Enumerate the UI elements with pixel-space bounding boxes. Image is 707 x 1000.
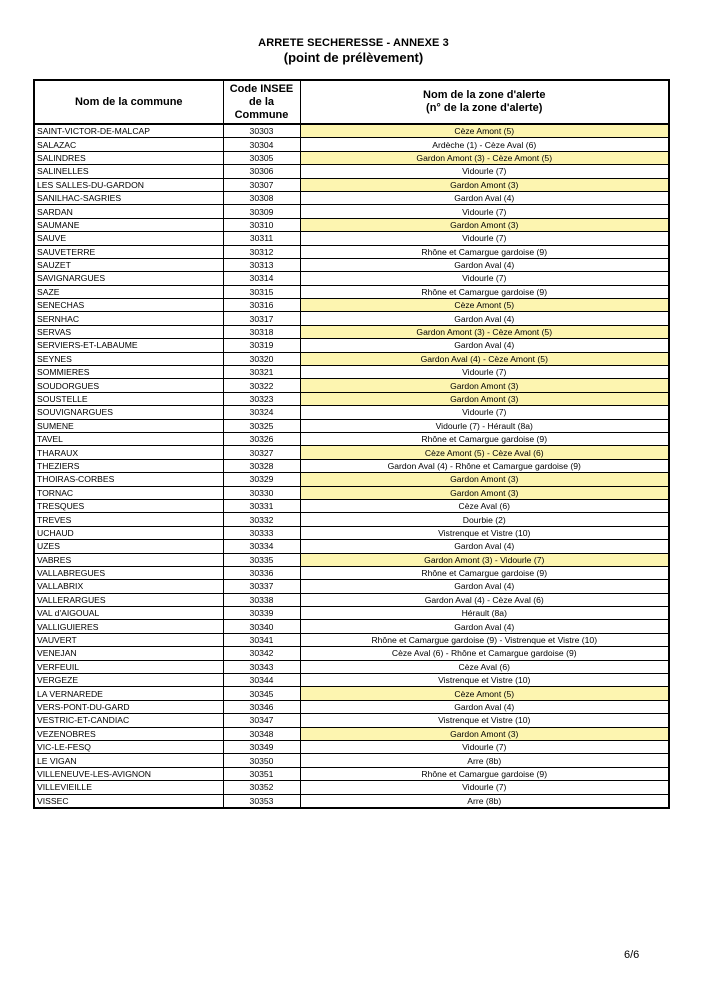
insee-code-cell: 30347 [223,714,300,727]
commune-name-cell: SAZE [34,285,223,298]
insee-code-cell: 30345 [223,687,300,700]
insee-code-cell: 30308 [223,191,300,204]
table-row [34,272,669,285]
commune-name-cell: VERFEUIL [34,660,223,673]
alert-zone-cell: Gardon Amont (3) [300,178,669,191]
insee-code-cell: 30305 [223,151,300,164]
insee-code-cell: 30333 [223,526,300,539]
insee-code-cell: 30327 [223,446,300,459]
table-body [34,124,669,808]
alert-zone-cell: Ardèche (1) - Cèze Aval (6) [300,138,669,151]
alert-zone-cell: Gardon Aval (4) - Rhône et Camargue gardoise (9) [300,459,669,472]
alert-zone-cell: Arre (8b) [300,794,669,808]
commune-name-cell: SOMMIERES [34,366,223,379]
alert-zone-cell: Vistrenque et Vistre (10) [300,714,669,727]
commune-name-cell: THARAUX [34,446,223,459]
insee-code-cell: 30342 [223,647,300,660]
insee-code-cell: 30303 [223,124,300,138]
commune-name-cell: SENECHAS [34,299,223,312]
insee-code-cell: 30351 [223,767,300,780]
alert-zone-cell: Cèze Aval (6) - Rhône et Camargue gardoise (9) [300,647,669,660]
insee-code-cell: 30343 [223,660,300,673]
insee-code-cell: 30349 [223,740,300,753]
commune-name-cell: SOUDORGUES [34,379,223,392]
alert-zone-cell: Gardon Aval (4) - Cèze Aval (6) [300,593,669,606]
commune-name-cell: VALLIGUIERES [34,620,223,633]
commune-name-cell: SAINT-VICTOR-DE-MALCAP [34,124,223,138]
table-row [34,700,669,713]
insee-code-cell: 30307 [223,178,300,191]
table-row [34,138,669,151]
alert-zone-cell: Gardon Aval (4) [300,191,669,204]
insee-code-cell: 30344 [223,674,300,687]
table-row [34,178,669,191]
alert-zone-cell: Vidourle (7) [300,740,669,753]
insee-code-cell: 30330 [223,486,300,499]
table-row [34,513,669,526]
table-row [34,459,669,472]
table-row [34,794,669,808]
alert-zone-cell: Gardon Amont (3) - Vidourle (7) [300,553,669,566]
insee-code-cell: 30338 [223,593,300,606]
alert-zone-cell: Cèze Amont (5) - Cèze Aval (6) [300,446,669,459]
insee-code-cell: 30332 [223,513,300,526]
alert-zone-cell: Gardon Aval (4) [300,540,669,553]
table-row [34,647,669,660]
commune-name-cell: SAVIGNARGUES [34,272,223,285]
insee-code-cell: 30337 [223,580,300,593]
alert-zone-cell: Cèze Aval (6) [300,660,669,673]
table-row [34,607,669,620]
table-row [34,687,669,700]
table-row [34,379,669,392]
table-row [34,218,669,231]
commune-name-cell: VAUVERT [34,633,223,646]
commune-name-cell: VEZENOBRES [34,727,223,740]
insee-code-cell: 30339 [223,607,300,620]
table-row [34,633,669,646]
table-row [34,151,669,164]
table-row [34,740,669,753]
commune-name-cell: UZES [34,540,223,553]
alert-zone-cell: Vidourle (7) [300,272,669,285]
table-row [34,526,669,539]
table-row [34,191,669,204]
commune-name-cell: VESTRIC-ET-CANDIAC [34,714,223,727]
alert-zone-cell: Rhône et Camargue gardoise (9) - Vistrenque et Vistre (10) [300,633,669,646]
commune-name-cell: THOIRAS-CORBES [34,473,223,486]
table-row [34,352,669,365]
table-row [34,299,669,312]
insee-code-cell: 30353 [223,794,300,808]
alert-zone-cell: Gardon Aval (4) - Cèze Amont (5) [300,352,669,365]
communes-table [33,79,670,809]
commune-name-cell: TRESQUES [34,499,223,512]
alert-zone-cell: Gardon Amont (3) [300,486,669,499]
header-alert-zone: Nom de la zone d'alerte (n° de la zone d'alerte) [300,80,669,124]
table-row [34,660,669,673]
alert-zone-cell: Vidourle (7) [300,205,669,218]
alert-zone-cell: Cèze Aval (6) [300,499,669,512]
insee-code-cell: 30322 [223,379,300,392]
table-row [34,473,669,486]
insee-code-cell: 30306 [223,165,300,178]
commune-name-cell: VILLENEUVE-LES-AVIGNON [34,767,223,780]
commune-name-cell: SERVAS [34,325,223,338]
table-row [34,580,669,593]
alert-zone-cell: Gardon Aval (4) [300,312,669,325]
commune-name-cell: VERGEZE [34,674,223,687]
alert-zone-cell: Rhône et Camargue gardoise (9) [300,432,669,445]
alert-zone-cell: Vidourle (7) [300,232,669,245]
insee-code-cell: 30313 [223,258,300,271]
table-row [34,754,669,767]
commune-name-cell: SUMENE [34,419,223,432]
commune-name-cell: SALINELLES [34,165,223,178]
table-row [34,781,669,794]
commune-name-cell: SOUVIGNARGUES [34,406,223,419]
insee-code-cell: 30352 [223,781,300,794]
table-row [34,446,669,459]
commune-name-cell: SALINDRES [34,151,223,164]
insee-code-cell: 30309 [223,205,300,218]
insee-code-cell: 30312 [223,245,300,258]
insee-code-cell: 30324 [223,406,300,419]
commune-name-cell: VAL d'AIGOUAL [34,607,223,620]
alert-zone-cell: Gardon Amont (3) - Cèze Amont (5) [300,325,669,338]
document-subtitle: (point de prélèvement) [283,50,424,65]
table-row [34,553,669,566]
alert-zone-cell: Rhône et Camargue gardoise (9) [300,245,669,258]
insee-code-cell: 30331 [223,499,300,512]
table-row [34,312,669,325]
insee-code-cell: 30336 [223,566,300,579]
insee-code-cell: 30318 [223,325,300,338]
commune-name-cell: SAUZET [34,258,223,271]
table-row [34,727,669,740]
commune-name-cell: LA VERNAREDE [34,687,223,700]
table-row [34,325,669,338]
alert-zone-cell: Dourbie (2) [300,513,669,526]
alert-zone-cell: Vidourle (7) [300,165,669,178]
alert-zone-cell: Vidourle (7) [300,366,669,379]
commune-name-cell: LES SALLES-DU-GARDON [34,178,223,191]
table-row [34,566,669,579]
insee-code-cell: 30321 [223,366,300,379]
insee-code-cell: 30310 [223,218,300,231]
commune-name-cell: VILLEVIEILLE [34,781,223,794]
alert-zone-cell: Gardon Aval (4) [300,339,669,352]
alert-zone-cell: Rhône et Camargue gardoise (9) [300,285,669,298]
insee-code-cell: 30341 [223,633,300,646]
insee-code-cell: 30304 [223,138,300,151]
insee-code-cell: 30350 [223,754,300,767]
alert-zone-cell: Gardon Amont (3) [300,392,669,405]
header-insee-code: Code INSEE de la Commune [223,80,300,124]
alert-zone-cell: Gardon Aval (4) [300,620,669,633]
alert-zone-cell: Rhône et Camargue gardoise (9) [300,767,669,780]
commune-name-cell: SAUVETERRE [34,245,223,258]
page-number: 6/6 [624,949,640,961]
alert-zone-cell: Gardon Aval (4) [300,580,669,593]
table-row [34,432,669,445]
alert-zone-cell: Vidourle (7) [300,781,669,794]
table-header-row [34,80,669,124]
table-row [34,674,669,687]
alert-zone-cell: Hérault (8a) [300,607,669,620]
commune-name-cell: SANILHAC-SAGRIES [34,191,223,204]
table-row [34,406,669,419]
alert-zone-cell: Gardon Amont (3) [300,727,669,740]
alert-zone-cell: Gardon Aval (4) [300,700,669,713]
insee-code-cell: 30335 [223,553,300,566]
commune-name-cell: SALAZAC [34,138,223,151]
table-row [34,285,669,298]
commune-name-cell: VIC-LE-FESQ [34,740,223,753]
table-row [34,339,669,352]
document-title: ARRETE SECHERESSE - ANNEXE 3 [258,37,449,49]
commune-name-cell: SEYNES [34,352,223,365]
commune-name-cell: SERVIERS-ET-LABAUME [34,339,223,352]
alert-zone-cell: Cèze Amont (5) [300,124,669,138]
alert-zone-cell: Gardon Amont (3) [300,379,669,392]
commune-name-cell: VALLABRIX [34,580,223,593]
table-row [34,593,669,606]
table-row [34,767,669,780]
alert-zone-cell: Vidourle (7) - Hérault (8a) [300,419,669,432]
table-row [34,232,669,245]
insee-code-cell: 30329 [223,473,300,486]
table-row [34,124,669,138]
table-row [34,620,669,633]
table-row [34,540,669,553]
alert-zone-cell: Vistrenque et Vistre (10) [300,526,669,539]
alert-zone-cell: Vistrenque et Vistre (10) [300,674,669,687]
table-row [34,714,669,727]
insee-code-cell: 30316 [223,299,300,312]
insee-code-cell: 30320 [223,352,300,365]
table-row [34,392,669,405]
insee-code-cell: 30317 [223,312,300,325]
insee-code-cell: 30323 [223,392,300,405]
insee-code-cell: 30328 [223,459,300,472]
alert-zone-cell: Arre (8b) [300,754,669,767]
insee-code-cell: 30348 [223,727,300,740]
table-row [34,366,669,379]
alert-zone-cell: Gardon Aval (4) [300,258,669,271]
commune-name-cell: VABRES [34,553,223,566]
insee-code-cell: 30325 [223,419,300,432]
alert-zone-cell: Gardon Amont (3) [300,218,669,231]
insee-code-cell: 30340 [223,620,300,633]
alert-zone-cell: Rhône et Camargue gardoise (9) [300,566,669,579]
commune-name-cell: SARDAN [34,205,223,218]
alert-zone-cell: Vidourle (7) [300,406,669,419]
insee-code-cell: 30315 [223,285,300,298]
commune-name-cell: SAUMANE [34,218,223,231]
insee-code-cell: 30326 [223,432,300,445]
insee-code-cell: 30334 [223,540,300,553]
insee-code-cell: 30311 [223,232,300,245]
commune-name-cell: UCHAUD [34,526,223,539]
alert-zone-cell: Gardon Amont (3) - Cèze Amont (5) [300,151,669,164]
commune-name-cell: VALLERARGUES [34,593,223,606]
commune-name-cell: TORNAC [34,486,223,499]
commune-name-cell: VALLABREGUES [34,566,223,579]
table-row [34,258,669,271]
alert-zone-cell: Cèze Amont (5) [300,687,669,700]
commune-name-cell: LE VIGAN [34,754,223,767]
commune-name-cell: TAVEL [34,432,223,445]
commune-name-cell: SERNHAC [34,312,223,325]
table-row [34,165,669,178]
table-row [34,499,669,512]
insee-code-cell: 30319 [223,339,300,352]
commune-name-cell: VERS-PONT-DU-GARD [34,700,223,713]
table-row [34,245,669,258]
insee-code-cell: 30346 [223,700,300,713]
commune-name-cell: SAUVE [34,232,223,245]
commune-name-cell: VISSEC [34,794,223,808]
table-row [34,205,669,218]
alert-zone-cell: Cèze Amont (5) [300,299,669,312]
table-row [34,486,669,499]
commune-name-cell: VENEJAN [34,647,223,660]
header-commune-name: Nom de la commune [34,80,223,124]
table-row [34,419,669,432]
commune-name-cell: TREVES [34,513,223,526]
insee-code-cell: 30314 [223,272,300,285]
commune-name-cell: SOUSTELLE [34,392,223,405]
commune-name-cell: THEZIERS [34,459,223,472]
alert-zone-cell: Gardon Amont (3) [300,473,669,486]
